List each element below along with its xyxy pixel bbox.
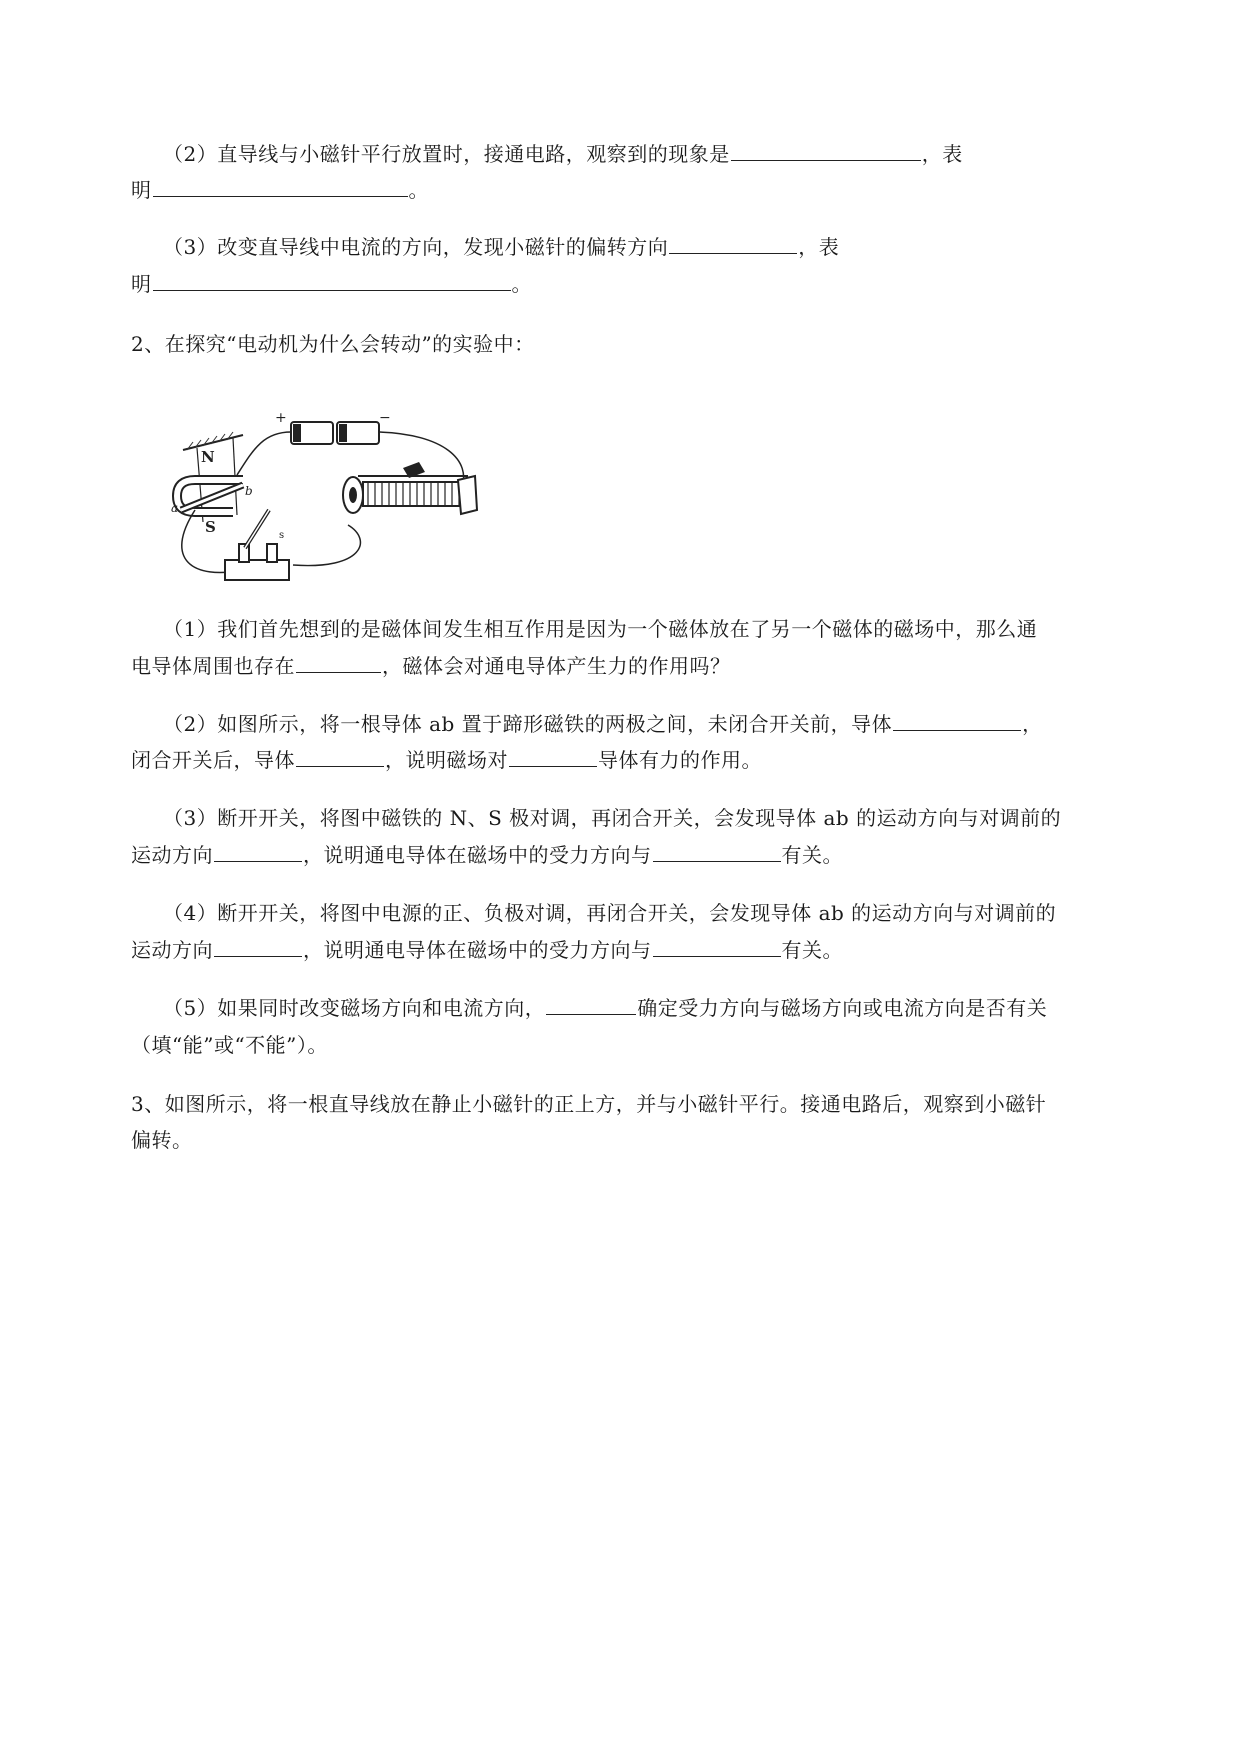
q2-part2-line2-c: 导体有力的作用。 (598, 748, 762, 772)
q2-part3-line2-b: ，说明通电导体在磁场中的受力方向与 (303, 843, 652, 867)
q2-part2-line1-suffix: ， (1022, 712, 1043, 736)
q2-part4-line2-c: 有关。 (781, 938, 843, 962)
q2-part1-line1: （1）我们首先想到的是磁体间发生相互作用是因为一个磁体放在了另一个磁体的磁场中，那么通 (163, 617, 1038, 641)
q1-part2-line2 (131, 176, 429, 204)
q1-part2-end: 。 (408, 178, 429, 202)
q1-part3-text: （3）改变直导线中电流的方向，发现小磁针的偏转方向 (163, 235, 669, 259)
q1-part3-line2 (131, 270, 532, 298)
q1-part2-line2-prefix: 明 (131, 178, 152, 202)
south-pole-label: S (205, 518, 216, 536)
q2-part5-line1-prefix: （5）如果同时改变磁场方向和电流方向， (163, 996, 546, 1020)
motor-experiment-figure (171, 410, 523, 640)
q2-part1-line2 (131, 652, 731, 680)
q2-part4-line2-a: 运动方向 (131, 938, 213, 962)
answer-blank[interactable] (653, 841, 781, 862)
answer-blank[interactable] (214, 936, 302, 957)
q2-part3-line2 (131, 841, 843, 869)
q2-part1-line2-prefix: 电导体周围也存在 (131, 654, 295, 678)
q2-part4-line2 (131, 936, 843, 964)
answer-blank[interactable] (509, 746, 597, 767)
answer-blank[interactable] (653, 936, 781, 957)
q1-part2-mid: ，表 (921, 142, 963, 166)
q2-part2-line1 (163, 710, 1043, 738)
answer-blank[interactable] (731, 140, 921, 161)
q1-part3-line1 (163, 233, 839, 261)
circuit-diagram (171, 410, 523, 640)
q1-part3-mid: ，表 (798, 235, 840, 259)
q2-part2-line2-b: ，说明磁场对 (385, 748, 508, 772)
q2-part5-line1 (163, 994, 1047, 1022)
q2-part3-line2-c: 有关。 (781, 843, 843, 867)
q2-stem: 2、在探究“电动机为什么会转动”的实验中： (131, 332, 535, 356)
answer-blank[interactable] (296, 652, 381, 673)
answer-blank[interactable] (214, 841, 302, 862)
q2-part4-line1: （4）断开开关，将图中电源的正、负极对调，再闭合开关，会发现导体 ab 的运动方向与对调前的 (163, 901, 1057, 925)
answer-blank[interactable] (893, 710, 1021, 731)
answer-blank[interactable] (546, 994, 636, 1015)
answer-blank[interactable] (153, 176, 408, 197)
answer-blank[interactable] (296, 746, 384, 767)
b-label: b (245, 484, 253, 498)
plus-label: + (275, 410, 287, 426)
q1-part2-line1 (163, 140, 963, 168)
q3-line2: 偏转。 (131, 1128, 193, 1152)
q2-part2-line2-a: 闭合开关后，导体 (131, 748, 295, 772)
q2-part2-line2 (131, 746, 762, 774)
a-label: a (171, 501, 179, 515)
switch-label: s (279, 530, 285, 541)
q1-part3-line2-prefix: 明 (131, 272, 152, 296)
q1-part2-text: （2）直导线与小磁针平行放置时，接通电路，观察到的现象是 (163, 142, 730, 166)
q3-line1: 3、如图所示，将一根直导线放在静止小磁针的正上方，并与小磁针平行。接通电路后，观察到小磁针 (131, 1092, 1047, 1116)
q2-part5-line2: （填“能”或“不能”）。 (131, 1033, 328, 1057)
q2-part1-line2-suffix: ，磁体会对通电导体产生力的作用吗？ (382, 654, 731, 678)
q2-part3-line1: （3）断开开关，将图中磁铁的 N、S 极对调，再闭合开关，会发现导体 ab 的运动方向与对调前的 (163, 806, 1062, 830)
answer-blank[interactable] (669, 233, 797, 254)
q2-part3-line2-a: 运动方向 (131, 843, 213, 867)
q1-part3-end: 。 (511, 272, 532, 296)
q2-part4-line2-b: ，说明通电导体在磁场中的受力方向与 (303, 938, 652, 962)
answer-blank[interactable] (153, 270, 511, 291)
minus-label: − (379, 410, 391, 426)
q2-part2-line1-prefix: （2）如图所示，将一根导体 ab 置于蹄形磁铁的两极之间，未闭合开关前，导体 (163, 712, 893, 736)
north-pole-label: N (201, 448, 215, 466)
q2-part5-line1-suffix: 确定受力方向与磁场方向或电流方向是否有关 (637, 996, 1048, 1020)
